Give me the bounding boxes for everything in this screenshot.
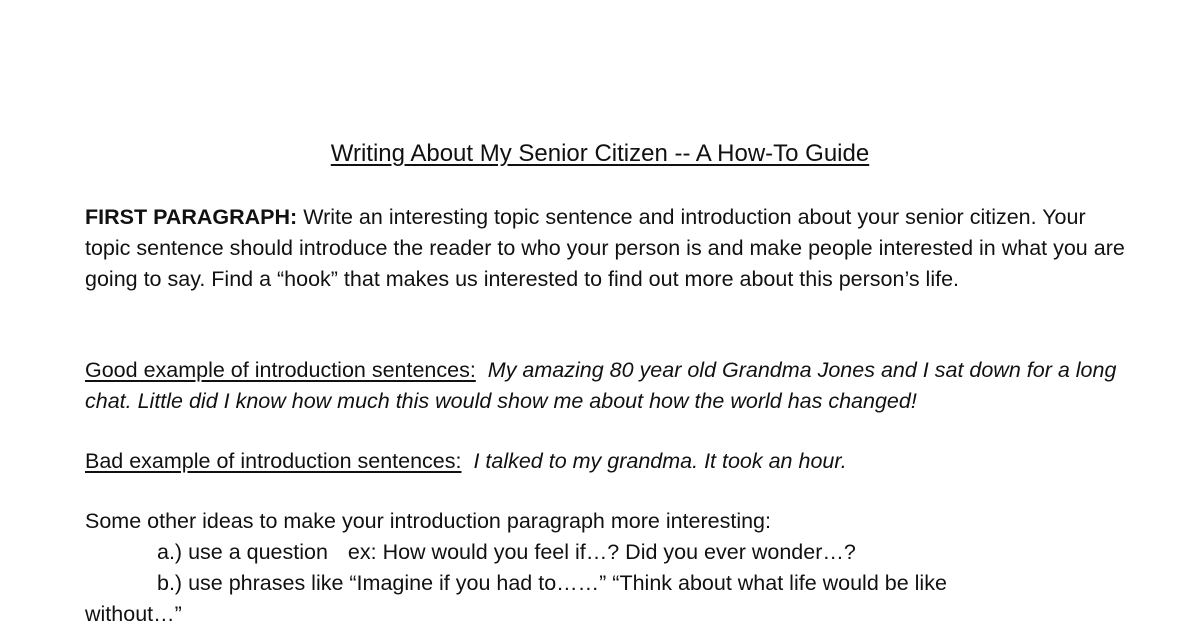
ideas-section xyxy=(85,506,1125,630)
idea-item-a-label: a.) use a question xyxy=(157,540,328,564)
bad-example-label: Bad example of introduction sentences: xyxy=(85,449,462,473)
idea-item-b: b.) use phrases like “Imagine if you had to……” “Think about what life would be like xyxy=(157,571,947,595)
good-example xyxy=(85,355,1125,417)
first-paragraph-text: Write an interesting topic sentence and introduction about your senior citizen. Your topic sentence should introduce the reader to who your person is and make people interested in what you are going to say. Find a “hook” that makes us interested to find out more about this person’s life. xyxy=(85,205,1125,291)
idea-item-a-example: ex: How would you feel if…? Did you ever wonder…? xyxy=(347,540,856,564)
idea-item-b-continued: without…” xyxy=(85,602,182,626)
idea-item-a xyxy=(85,537,1125,568)
first-paragraph-heading: FIRST PARAGRAPH: xyxy=(85,205,298,229)
good-example-label: Good example of introduction sentences: xyxy=(85,358,476,382)
bad-example xyxy=(85,446,1125,477)
first-paragraph xyxy=(85,202,1125,295)
good-example-text: My amazing 80 year old Grandma Jones and I sat down for a long chat. Little did I know how much this would show me about how the world has changed! xyxy=(85,358,1117,413)
ideas-intro: Some other ideas to make your introduction paragraph more interesting: xyxy=(85,509,771,533)
bad-example-text: I talked to my grandma. It took an hour. xyxy=(473,449,847,473)
document-title: Writing About My Senior Citizen -- A How-To Guide xyxy=(330,140,870,167)
